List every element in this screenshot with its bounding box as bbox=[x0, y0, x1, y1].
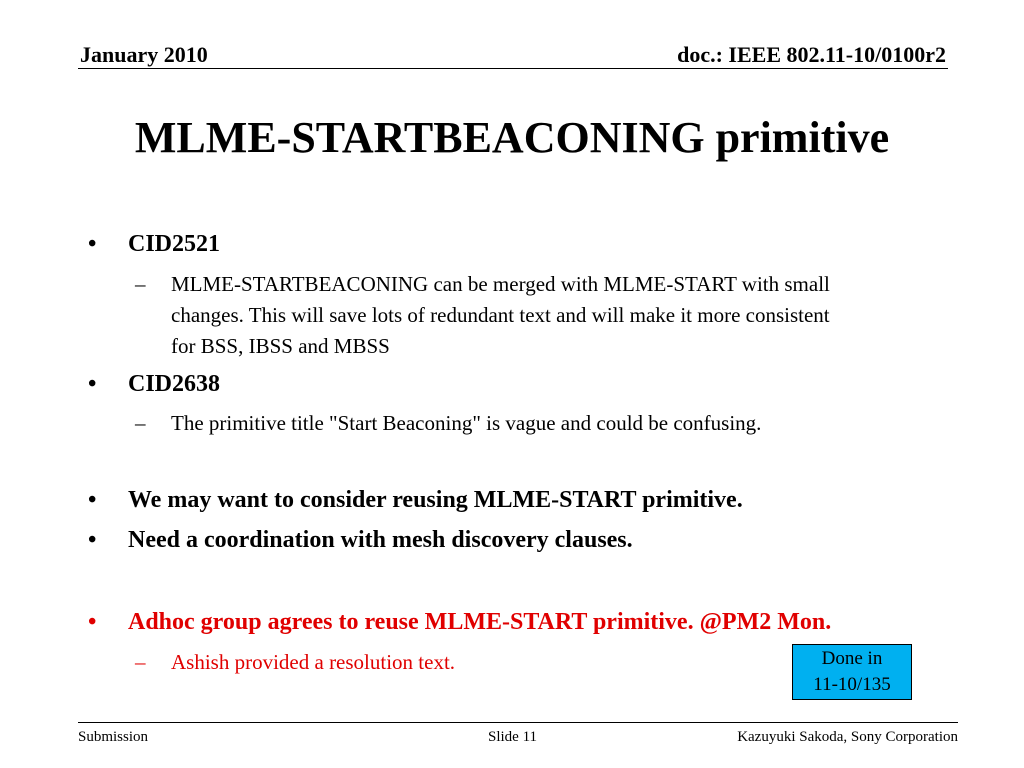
header-divider bbox=[78, 68, 948, 69]
bullet-text: CID2638 bbox=[128, 371, 221, 397]
sub-bullet-text: The primitive title "Start Beaconing" is vague and could be confusing. bbox=[171, 411, 762, 435]
footer-author: Kazuyuki Sakoda, Sony Corporation bbox=[737, 729, 958, 745]
note-line-1: Done in bbox=[821, 648, 883, 669]
footer-divider bbox=[78, 722, 958, 723]
bullet-marker: • bbox=[88, 487, 97, 513]
slide-title: MLME-STARTBEACONING primitive bbox=[134, 113, 890, 162]
sub-bullet-text: Ashish provided a resolution text. bbox=[171, 650, 456, 674]
bullet-text: Adhoc group agrees to reuse MLME-START primitive. @PM2 Mon. bbox=[128, 609, 832, 635]
done-note-box bbox=[792, 644, 912, 700]
bullet-marker: • bbox=[88, 609, 97, 635]
note-line-2: 11-10/135 bbox=[813, 674, 891, 695]
footer-slide-number: Slide 11 bbox=[488, 729, 538, 745]
sub-bullet-text-line1: MLME-STARTBEACONING can be merged with MLME-START with small bbox=[171, 272, 830, 296]
bullet-text: We may want to consider reusing MLME-START primitive. bbox=[128, 487, 743, 513]
bullet-marker: • bbox=[88, 527, 97, 553]
sub-bullet-text-line2: changes. This will save lots of redundant text and will make it more consistent bbox=[171, 303, 830, 327]
sub-bullet-marker: – bbox=[135, 272, 146, 296]
bullet-marker: • bbox=[88, 371, 97, 397]
sub-bullet-text-line3: for BSS, IBSS and MBSS bbox=[171, 334, 390, 358]
header-date: January 2010 bbox=[80, 42, 208, 67]
sub-bullet-marker: – bbox=[135, 650, 146, 674]
bullet-text: Need a coordination with mesh discovery clauses. bbox=[128, 527, 633, 553]
sub-bullet-marker: – bbox=[135, 411, 146, 435]
footer-submission: Submission bbox=[78, 729, 149, 745]
header-doc-id: doc.: IEEE 802.11-10/0100r2 bbox=[677, 42, 946, 67]
bullet-marker: • bbox=[88, 231, 97, 257]
bullet-text: CID2521 bbox=[128, 231, 221, 257]
